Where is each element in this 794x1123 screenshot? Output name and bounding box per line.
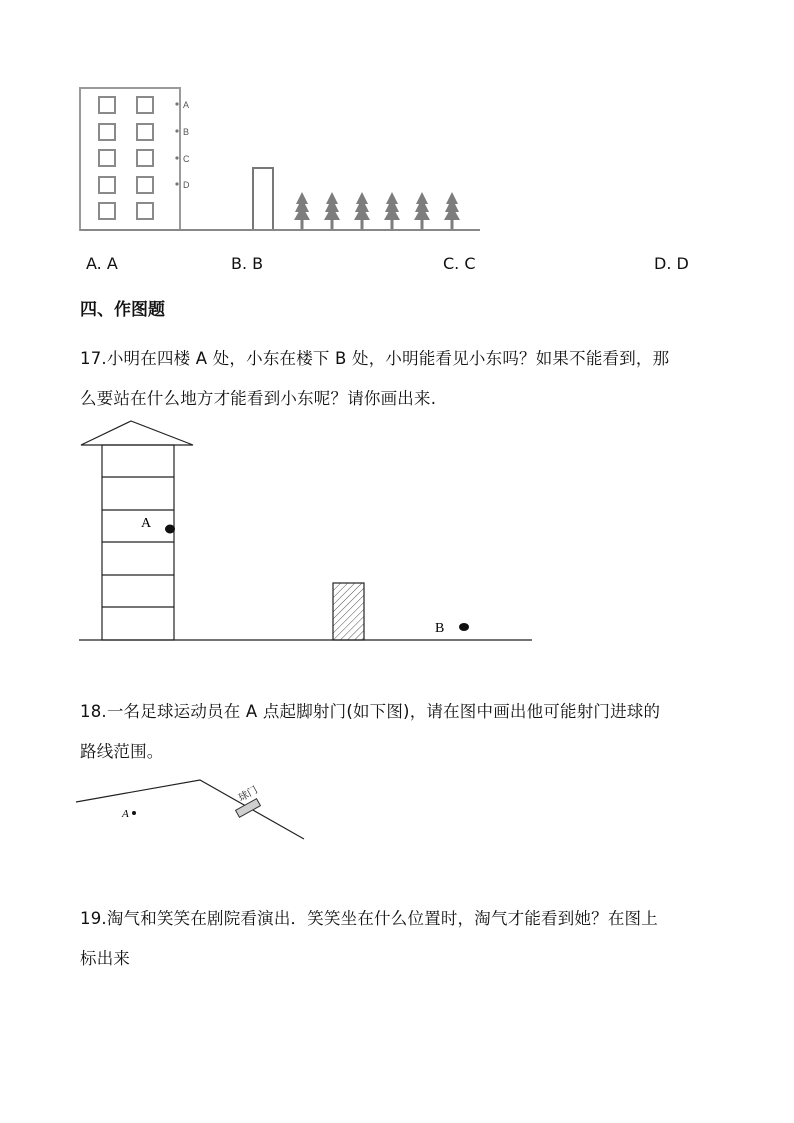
q16-wall: [253, 168, 273, 230]
q17-wall: [333, 583, 364, 640]
q18-field-boundary: [76, 780, 304, 839]
q19-text-line2: 标出来: [80, 949, 131, 968]
q16-point-markers: [175, 102, 178, 185]
q16-label-d: D: [183, 180, 190, 190]
q17-text-line2: 么要站在什么地方才能看到小东呢？请你画出来.: [80, 389, 437, 408]
q16-option-c[interactable]: C. C: [443, 254, 476, 273]
q18-text-line1: 18.一名足球运动员在 A 点起脚射门(如下图)，请在图中画出他可能射门进球的: [80, 702, 661, 721]
q19-text-line1: 19.淘气和笑笑在剧院看演出．笑笑坐在什么位置时，淘气才能看到她？在图上: [80, 909, 658, 928]
q17-label-a: A: [141, 516, 152, 531]
q16-option-a[interactable]: A. A: [86, 254, 118, 273]
q17-point-b: [459, 623, 469, 631]
q16-label-a: A: [183, 100, 190, 110]
q16-building: [80, 88, 180, 230]
q16-label-c: C: [183, 154, 190, 164]
q17-floor-lines: [102, 477, 174, 607]
q18-goal: [236, 799, 261, 818]
q16-trees: [294, 192, 460, 229]
q18-goal-label: 球门: [236, 784, 260, 805]
q18-point-a: [132, 811, 136, 815]
section-title: 四、作图题: [80, 300, 165, 320]
q17-text-line1: 17.小明在四楼 A 处，小东在楼下 B 处，小明能看见小东吗？如果不能看到，那: [80, 349, 670, 368]
q18-text-line2: 路线范围。: [80, 742, 164, 761]
q17-point-a: [165, 525, 175, 534]
q16-figure: [70, 78, 490, 238]
q17-label-b: B: [435, 621, 445, 636]
q18-figure: [70, 770, 320, 845]
q16-option-b[interactable]: B. B: [231, 254, 264, 273]
q16-label-b: B: [183, 127, 190, 137]
q16-windows: [99, 97, 153, 219]
q17-figure: [70, 415, 540, 650]
q18-label-a: A: [122, 808, 129, 820]
q16-option-d[interactable]: D. D: [654, 254, 689, 273]
q17-roof: [81, 421, 193, 445]
